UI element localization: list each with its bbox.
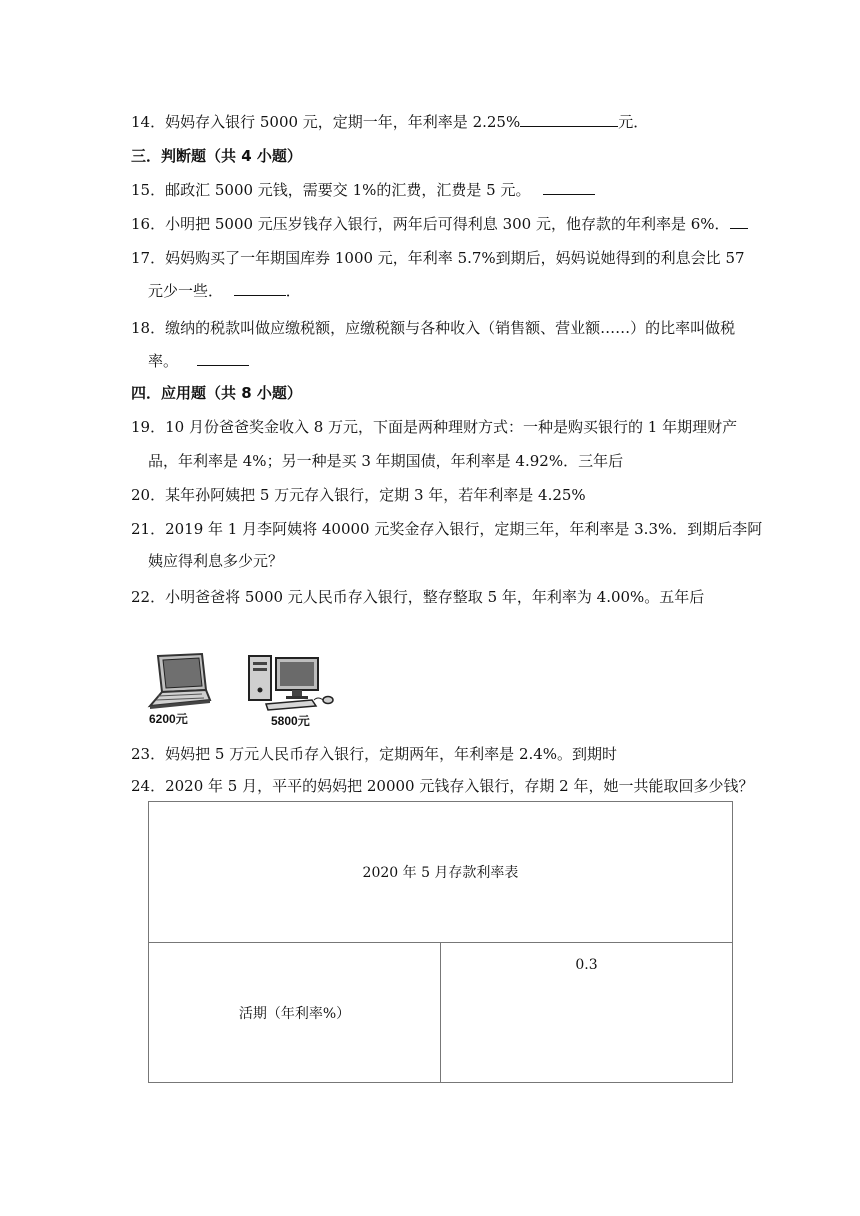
question-19-line1: [131, 417, 737, 437]
answer-blank[interactable]: [730, 214, 748, 229]
question-suffix: ．: [285, 282, 301, 300]
section-heading-judgement: 三．判断题（共 4 小题）: [131, 147, 302, 165]
question-number: 21．: [131, 520, 166, 538]
question-number: 17．: [131, 249, 166, 267]
interest-rate-table: [148, 801, 733, 1083]
laptop-price-label: 6200元: [149, 712, 188, 726]
question-22: [131, 587, 704, 607]
question-text: 10 月份爸爸奖金收入 8 万元，下面是两种理财方式：一种是购买银行的 1 年期理财产: [165, 418, 738, 436]
question-number: 18．: [131, 319, 166, 337]
table-cell-value: 0.3: [441, 943, 733, 1083]
table-title: 2020 年 5 月存款利率表: [149, 802, 733, 943]
table-row: [149, 943, 733, 1083]
question-16: [131, 214, 748, 234]
laptop-icon: [146, 652, 212, 710]
question-number: 16．: [131, 215, 166, 233]
answer-blank[interactable]: [234, 281, 286, 296]
section-heading-application: 四．应用题（共 8 小题）: [131, 384, 302, 402]
question-18-line2: [148, 351, 249, 371]
answer-blank[interactable]: [520, 112, 618, 127]
question-text: 缴纳的税款叫做应缴税额，应缴税额与各种收入（销售额、营业额……）的比率叫做税: [165, 319, 736, 337]
question-17-line2: [148, 281, 301, 301]
desktop-computer-icon: [246, 654, 338, 712]
answer-blank[interactable]: [197, 351, 249, 366]
question-text: 妈妈把 5 万元人民币存入银行，定期两年，年利率是 2.4%。到期时: [165, 745, 618, 763]
question-suffix: 元．: [618, 113, 649, 131]
question-text: 2019 年 1 月李阿姨将 40000 元奖金存入银行，定期三年，年利率是 3.3%．到期后李阿: [165, 520, 763, 538]
question-21-line2: [148, 551, 283, 571]
question-text: 率。: [148, 352, 179, 370]
question-19-line2: [148, 451, 623, 471]
table-cell-label: 活期（年利率%）: [149, 943, 441, 1083]
question-14: [131, 112, 648, 132]
question-17-line1: [131, 248, 745, 268]
question-text: 小明爸爸将 5000 元人民币存入银行，整存整取 5 年，年利率为 4.00%。五年后: [165, 588, 705, 606]
question-text: 2020 年 5 月，平平的妈妈把 20000 元钱存入银行，存期 2 年，她一共能取回多少钱？: [165, 777, 754, 795]
question-text: 妈妈存入银行 5000 元，定期一年，年利率是 2.25%: [165, 113, 521, 131]
question-number: 20．: [131, 486, 166, 504]
question-text: 邮政汇 5000 元钱，需要交 1%的汇费，汇费是 5 元。: [165, 181, 531, 199]
question-23: [131, 744, 617, 764]
question-15: [131, 180, 595, 200]
question-number: 15．: [131, 181, 166, 199]
question-text: 元少一些．: [148, 282, 224, 300]
question-number: 23．: [131, 745, 166, 763]
question-number: 14．: [131, 113, 166, 131]
question-24: [131, 776, 753, 796]
question-20: [131, 485, 586, 505]
question-text: 小明把 5000 元压岁钱存入银行，两年后可得利息 300 元，他存款的年利率是 6%．: [165, 215, 730, 233]
desktop-price-label: 5800元: [271, 714, 310, 728]
question-text: 品，年利率是 4%；另一种是买 3 年期国债，年利率是 4.92%．三年后: [148, 452, 624, 470]
table-row: [149, 802, 733, 943]
question-text: 姨应得利息多少元？: [148, 552, 284, 570]
question-18-line1: [131, 318, 735, 338]
question-21-line1: [131, 519, 762, 539]
question-text: 某年孙阿姨把 5 万元存入银行，定期 3 年，若年利率是 4.25%: [165, 486, 586, 504]
question-number: 24．: [131, 777, 166, 795]
question-number: 19．: [131, 418, 166, 436]
question-text: 妈妈购买了一年期国库券 1000 元，年利率 5.7%到期后，妈妈说她得到的利息会比 57: [165, 249, 745, 267]
answer-blank[interactable]: [543, 180, 595, 195]
question-number: 22．: [131, 588, 166, 606]
